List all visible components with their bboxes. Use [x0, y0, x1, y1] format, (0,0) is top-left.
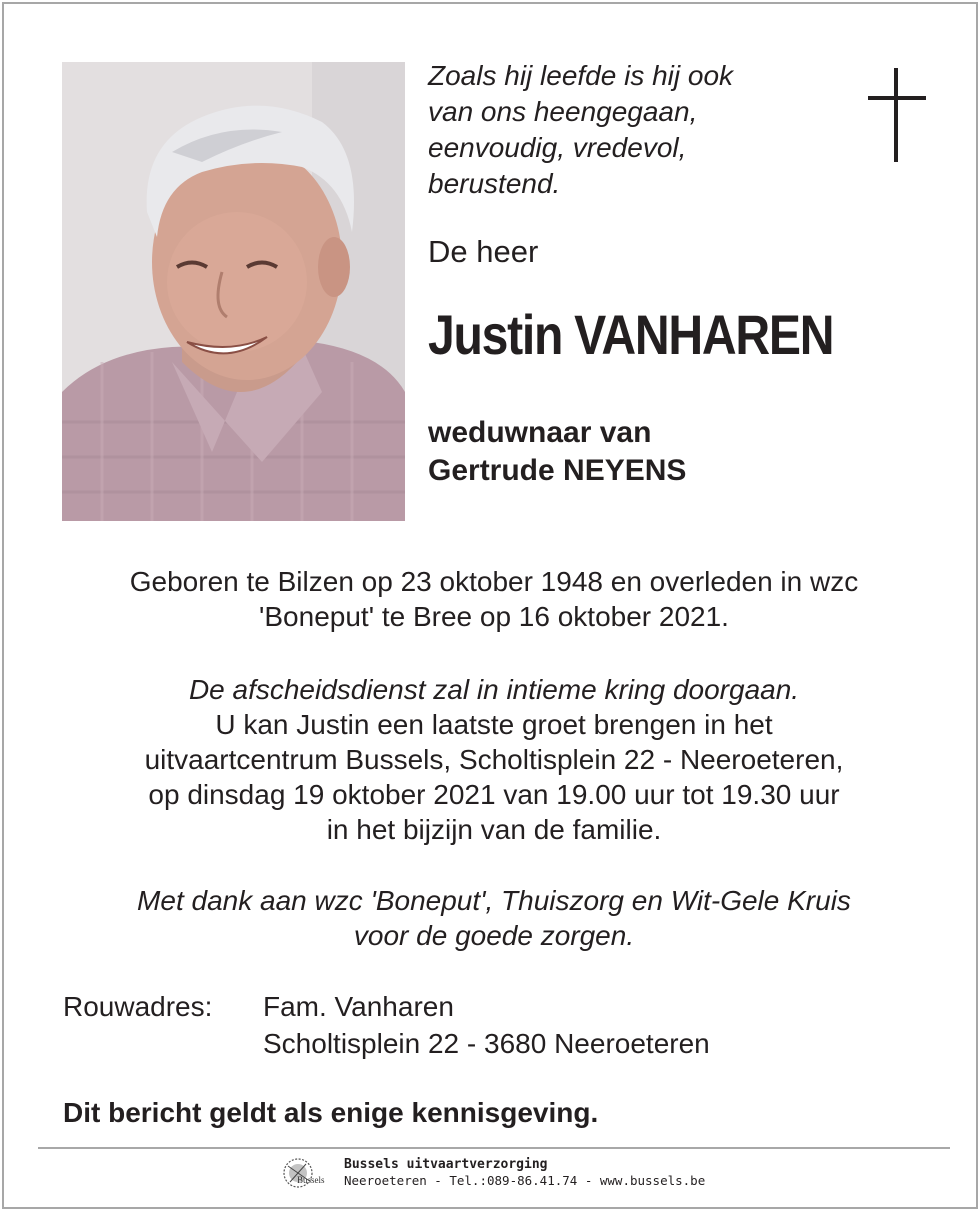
thanks-line: Met dank aan wzc 'Boneput', Thuiszorg en Wit-Gele Kruis [137, 885, 851, 916]
birth-line: 'Boneput' te Bree op 16 oktober 2021. [259, 601, 729, 632]
thanks-note [44, 883, 944, 953]
spouse-name: Gertrude NEYENS [428, 454, 687, 487]
relation-label: weduwnaar van [428, 416, 652, 449]
company-contact: Neeroeteren - Tel.:089-86.41.74 - www.bussels.be [344, 1173, 706, 1188]
verse-line: berustend. [428, 168, 561, 199]
address-line: Fam. Vanharen [263, 991, 454, 1022]
ceremony-line: uitvaartcentrum Bussels, Scholtisplein 22 - Neeroeteren, [144, 744, 844, 775]
footer-divider [38, 1147, 950, 1149]
deceased-name: Justin VANHAREN [428, 303, 834, 366]
address-label: Rouwadres: [63, 991, 213, 1022]
obituary-card [2, 2, 978, 1209]
address-line: Scholtisplein 22 - 3680 Neeroeteren [263, 1028, 710, 1059]
birth-death-info [44, 564, 944, 634]
honorific: De heer [428, 234, 539, 269]
memorial-verse [428, 58, 848, 202]
verse-line: eenvoudig, vredevol, [428, 132, 687, 163]
ceremony-line: op dinsdag 19 oktober 2021 van 19.00 uur tot 19.30 uur [148, 779, 840, 810]
notice-text: Dit bericht geldt als enige kennisgeving. [63, 1097, 599, 1128]
verse-line: Zoals hij leefde is hij ook [428, 60, 734, 91]
birth-line: Geboren te Bilzen op 23 oktober 1948 en overleden in wzc [129, 566, 859, 597]
funeral-home-logo [280, 1156, 334, 1192]
logo-text: Bussels [297, 1175, 325, 1185]
cross-icon [868, 68, 926, 164]
verse-line: van ons heengegaan, [428, 96, 698, 127]
spouse-info [428, 414, 686, 490]
ceremony-line: in het bijzijn van de familie. [326, 814, 662, 845]
thanks-line: voor de goede zorgen. [353, 920, 635, 951]
ceremony-info [44, 672, 944, 847]
ceremony-intro: De afscheidsdienst zal in intieme kring doorgaan. [188, 674, 800, 705]
portrait-photo [62, 62, 405, 521]
footer [344, 1157, 705, 1189]
company-name: Bussels uitvaartverzorging [344, 1157, 548, 1172]
ceremony-line: U kan Justin een laatste groet brengen in het [215, 709, 773, 740]
